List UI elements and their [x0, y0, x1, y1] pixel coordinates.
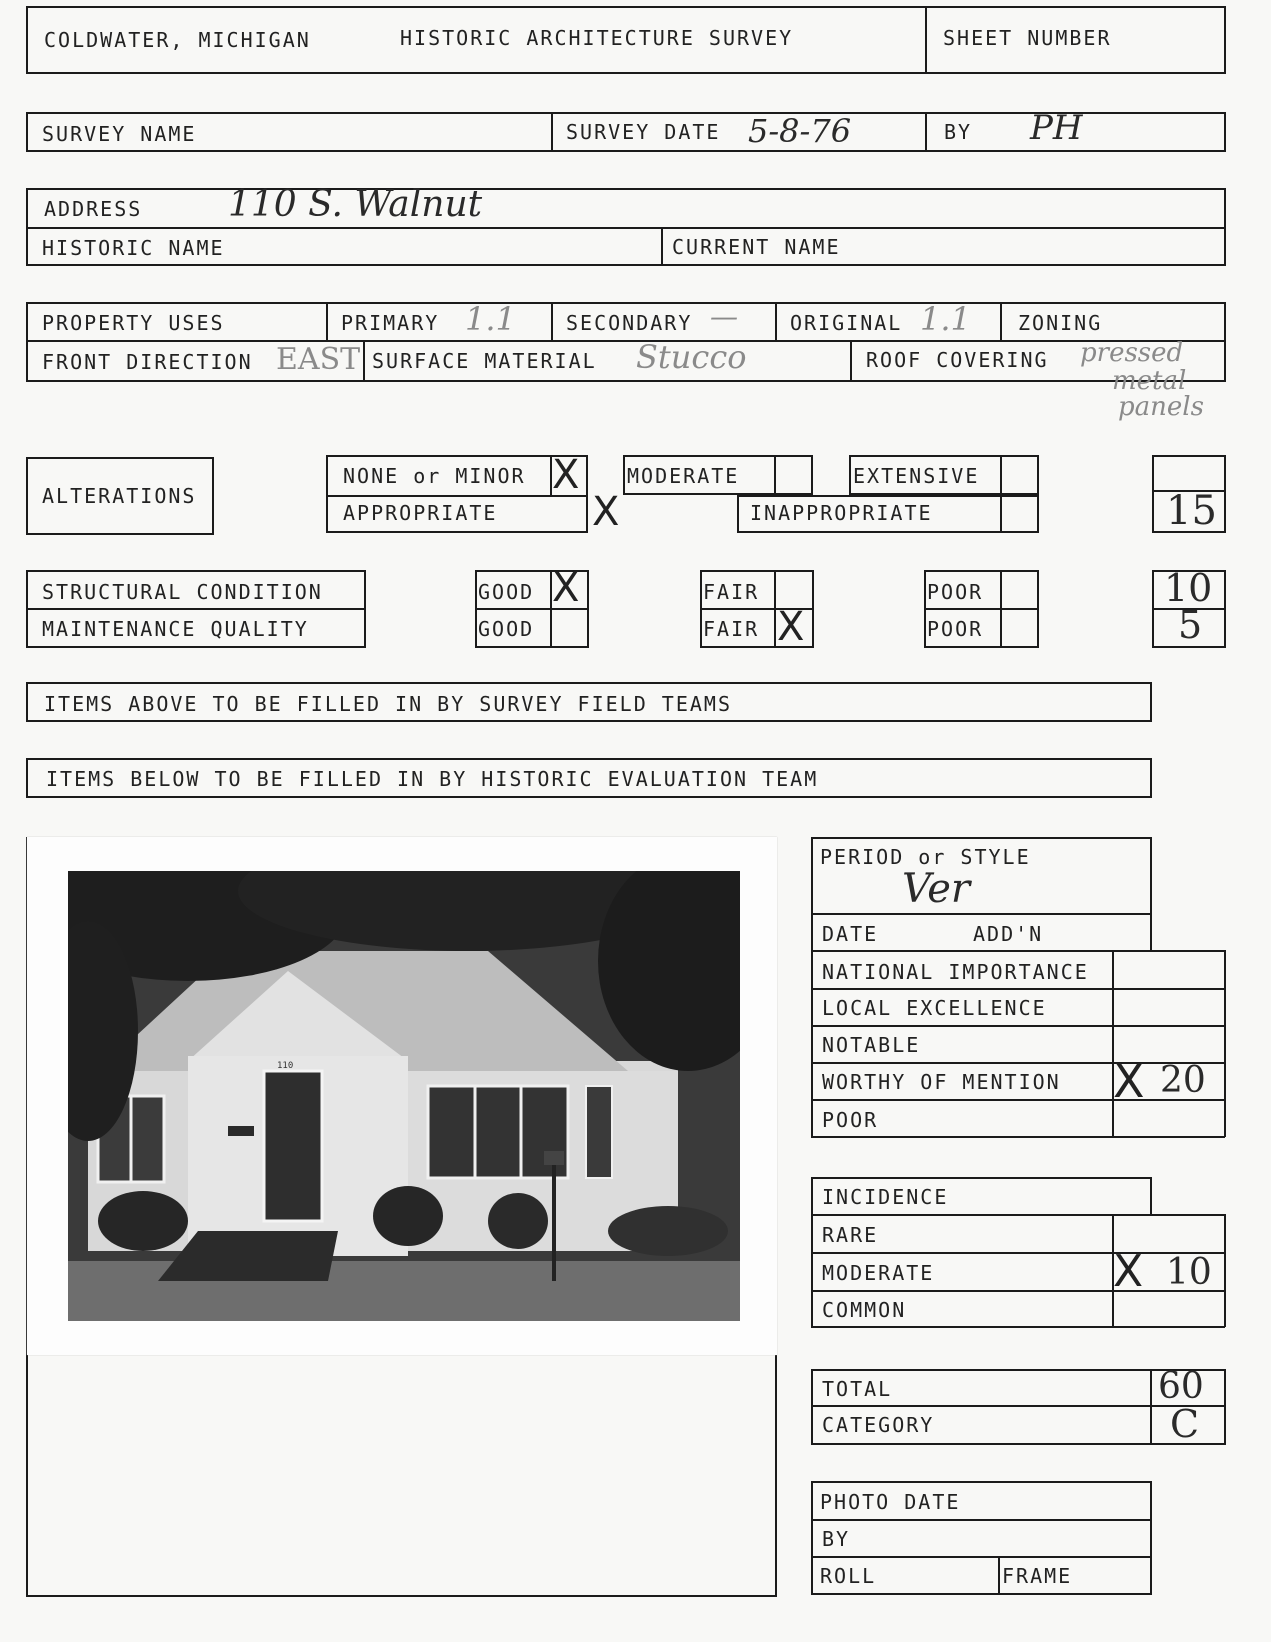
appropriate-label: APPROPRIATE: [343, 501, 498, 525]
primary-label: PRIMARY: [341, 311, 440, 335]
property-uses-label: PROPERTY USES: [42, 311, 225, 335]
house-number: 110: [277, 1061, 294, 1071]
surface-material-value: Stucco: [636, 338, 747, 376]
property-divider-1: [326, 302, 328, 342]
fair-checkcol: [774, 570, 776, 648]
survey-by-value: PH: [1030, 108, 1083, 148]
property-divider-5: [363, 340, 365, 382]
moderate-incidence-label: MODERATE: [822, 1261, 935, 1285]
none-minor-label: NONE or MINOR: [343, 464, 526, 488]
worthy-mention-check-mark: X: [1113, 1054, 1145, 1108]
inc-top: [811, 1177, 1152, 1179]
roof-covering-line-2: metal: [1112, 366, 1187, 396]
date-label: DATE: [822, 922, 879, 946]
maintenance-score: 5: [1178, 603, 1203, 647]
inc-row-3: [811, 1290, 1225, 1292]
survey-date-value: 5-8-76: [748, 112, 852, 150]
inc-bottom: [811, 1326, 1225, 1328]
survey-date-label: SURVEY DATE: [566, 120, 721, 144]
roof-covering-label: ROOF COVERING: [866, 348, 1049, 372]
structural-good-check-mark: X: [552, 565, 580, 611]
sig-row-4: [811, 1025, 1225, 1027]
property-divider-4: [1000, 302, 1002, 342]
roof-covering-line-3: panels: [1118, 392, 1204, 422]
photo-info-divider: [998, 1556, 1000, 1595]
front-direction-label: FRONT DIRECTION: [42, 350, 253, 374]
property-divider-2: [551, 302, 553, 342]
sig-row-6: [811, 1099, 1225, 1101]
worthy-mention-label: WORTHY OF MENTION: [822, 1070, 1061, 1094]
photo-info-row-1: [811, 1519, 1152, 1521]
structural-score: 10: [1164, 566, 1213, 610]
maintenance-quality-label: MAINTENANCE QUALITY: [42, 617, 309, 641]
common-label: COMMON: [822, 1298, 907, 1322]
historic-name-label: HISTORIC NAME: [42, 236, 225, 260]
survey-divider-1: [551, 112, 553, 152]
survey-by-label: BY: [944, 120, 973, 144]
photo-date-label: PHOTO DATE: [820, 1490, 961, 1514]
original-value: 1.1: [920, 300, 971, 338]
photo-frame-bottom: [26, 1595, 777, 1597]
maintenance-fair-label: FAIR: [703, 617, 760, 641]
alterations-left-divider: [326, 495, 588, 497]
national-importance-label: NATIONAL IMPORTANCE: [822, 960, 1089, 984]
structural-condition-label: STRUCTURAL CONDITION: [42, 580, 323, 604]
local-excellence-label: LOCAL EXCELLENCE: [822, 996, 1047, 1020]
frame-label: FRAME: [1002, 1564, 1073, 1588]
period-style-label: PERIOD or STYLE: [820, 845, 1031, 869]
sig-score-right: [1224, 950, 1226, 1137]
structural-fair-label: FAIR: [703, 580, 760, 604]
inc-row-2: [811, 1252, 1225, 1254]
appropriate-check-mark: X: [592, 489, 620, 535]
moderate-incidence-score: 10: [1166, 1252, 1212, 1293]
secondary-label: SECONDARY: [566, 311, 693, 335]
sig-right: [1150, 837, 1152, 950]
poor-checkcol: [1000, 570, 1002, 648]
sig-score-left: [1112, 950, 1114, 1137]
total-value: 60: [1158, 1366, 1204, 1407]
sig-row-2: [811, 950, 1225, 952]
sig-top: [811, 837, 1152, 839]
address-value: 110 S. Walnut: [228, 184, 483, 225]
below-note: ITEMS BELOW TO BE FILLED IN BY HISTORIC EVALUATION TEAM: [46, 767, 819, 791]
inc-score-right: [1224, 1214, 1226, 1327]
none-minor-check-mark: X: [552, 452, 580, 498]
photo-info-row-2: [811, 1556, 1152, 1558]
property-divider-6: [850, 340, 852, 382]
below-note-right: [1150, 758, 1152, 798]
poor-divider: [924, 608, 1039, 610]
sig-left: [811, 837, 813, 1137]
house-photo: [68, 871, 740, 1321]
worthy-mention-score: 20: [1160, 1060, 1206, 1101]
form-title: HISTORIC ARCHITECTURE SURVEY: [400, 26, 794, 50]
inc-right: [1150, 1177, 1152, 1215]
surface-material-label: SURFACE MATERIAL: [372, 349, 597, 373]
category-label: CATEGORY: [822, 1413, 935, 1437]
period-style-value: Ver: [902, 866, 971, 912]
maintenance-good-label: GOOD: [478, 617, 535, 641]
structural-good-label: GOOD: [478, 580, 535, 604]
roll-label: ROLL: [820, 1564, 877, 1588]
inappropriate-label: INAPPROPRIATE: [750, 501, 933, 525]
rare-label: RARE: [822, 1223, 879, 1247]
roof-covering-line-1: pressed: [1080, 338, 1184, 368]
moderate-alt-checkcol: [774, 455, 776, 495]
city-label: COLDWATER, MICHIGAN: [44, 28, 311, 52]
extensive-label: EXTENSIVE: [853, 464, 980, 488]
alterations-score: 15: [1166, 488, 1217, 534]
notable-label: NOTABLE: [822, 1033, 921, 1057]
structural-poor-label: POOR: [927, 580, 984, 604]
addn-label: ADD'N: [973, 922, 1044, 946]
property-divider-h: [26, 340, 1226, 342]
house-photo-svg: [68, 871, 740, 1321]
survey-divider-2: [925, 112, 927, 152]
secondary-value: —: [710, 300, 738, 333]
primary-value: 1.1: [465, 300, 516, 338]
moderate-alt-label: MODERATE: [627, 464, 740, 488]
poor-significance-label: POOR: [822, 1108, 879, 1132]
current-name-label: CURRENT NAME: [672, 235, 841, 259]
incidence-label: INCIDENCE: [822, 1185, 949, 1209]
sig-row-1: [811, 913, 1152, 915]
sheet-number-label: SHEET NUMBER: [943, 26, 1112, 50]
condition-label-divider: [26, 608, 366, 610]
address-divider-v: [661, 227, 663, 266]
survey-right-edge: [1224, 112, 1226, 152]
above-note-right: [1150, 682, 1152, 722]
total-label: TOTAL: [822, 1377, 893, 1401]
property-divider-3: [775, 302, 777, 342]
alterations-label: ALTERATIONS: [42, 484, 197, 508]
above-note: ITEMS ABOVE TO BE FILLED IN BY SURVEY FIELD TEAMS: [44, 692, 733, 716]
sig-bottom: [811, 1136, 1225, 1138]
inc-row-1: [811, 1214, 1225, 1216]
original-label: ORIGINAL: [790, 311, 903, 335]
sig-row-3: [811, 988, 1225, 990]
totals-score-col: [1150, 1369, 1152, 1445]
photo-by-label: BY: [822, 1527, 851, 1551]
category-value: C: [1170, 1402, 1200, 1446]
address-label: ADDRESS: [44, 197, 143, 221]
moderate-incidence-check-mark: X: [1113, 1246, 1144, 1297]
survey-name-label: SURVEY NAME: [42, 122, 197, 146]
maintenance-fair-check-mark: X: [777, 604, 805, 650]
maintenance-poor-label: POOR: [927, 617, 984, 641]
address-divider-h: [26, 227, 1226, 229]
front-direction-value: EAST: [276, 342, 361, 377]
zoning-label: ZONING: [1018, 311, 1103, 335]
header-divider: [925, 6, 927, 74]
